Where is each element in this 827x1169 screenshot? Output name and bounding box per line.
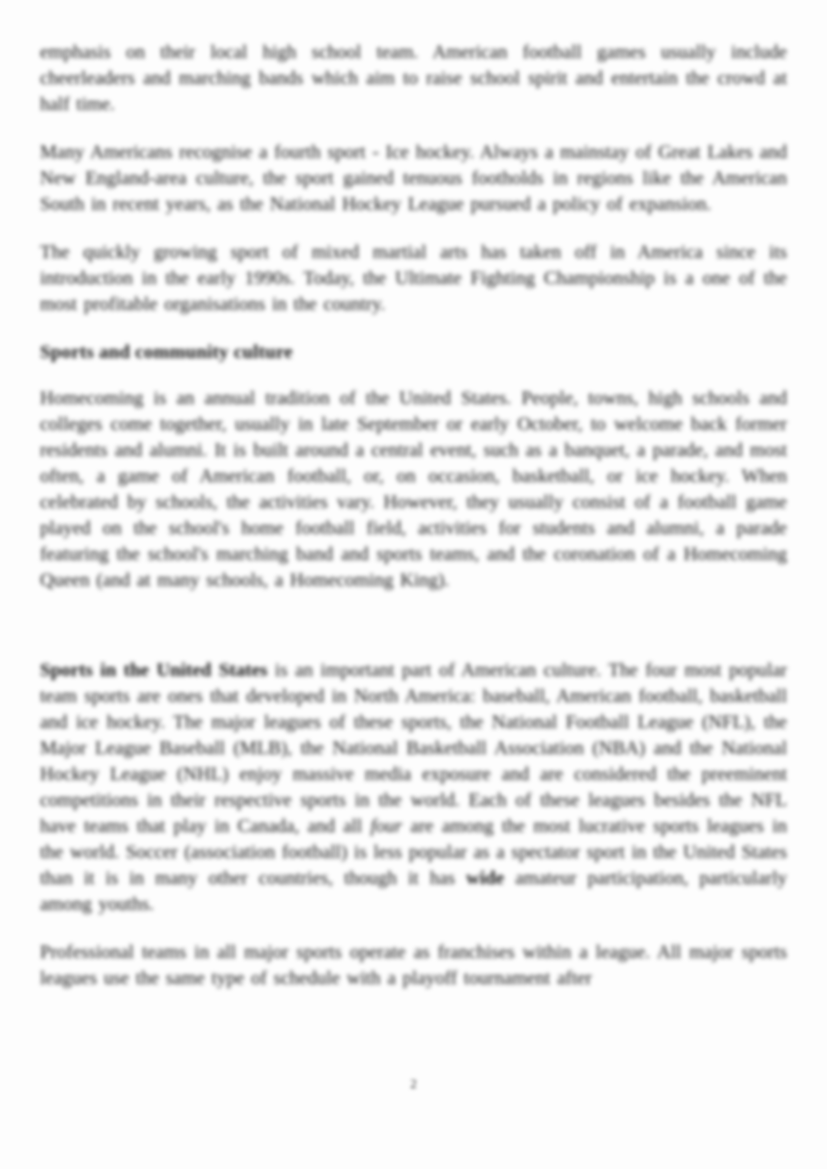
paragraph-mma (40, 240, 787, 318)
bold-text-run: wide (466, 868, 505, 889)
text-run: is an important part of American culture. The four most popular team sports are ones that developed in North America: baseball, American football, basketball and ice hockey. The major leagues of these sports, the National Football League (NFL), the Major League Baseball (MLB), the National Basketball Association (NBA) and the National Hockey League (NHL) enjoy massive media exposure and are considered the preeminent competitions in their respective sports in the world. Each of these leagues besides the NFL have teams that play in Canada, and all (40, 660, 788, 837)
text-run: amateur participation, particularly among youths. (40, 868, 787, 915)
paragraph-homecoming (40, 386, 787, 594)
text-run: Homecoming is an annual tradition of the United States. People, towns, high schools and colleges come together, usually in late September or early October, to welcome back former residents and alumni. It is built around a central event, such as a banquet, a parade, and most often, a game of American football, or, on occasion, basketball, or ice hockey. When celebrated by schools, the activities vary. However, they usually consist of a football game played on the school's home football field, activities for students and alumni, a parade featuring the school's marching band and sports teams, and the coronation of a Homecoming Queen (and at many schools, a Homecoming King). (40, 388, 787, 591)
paragraph-sports-intro (40, 658, 787, 918)
bold-text-run: Sports in the United States (40, 660, 268, 681)
text-run: The quickly growing sport of mixed martial arts has taken off in America since its introduction in the early 1990s. Today, the Ultimate Fighting Championship is a one of the most profitable organisations in the country. (40, 242, 787, 315)
text-run: Many Americans recognise a fourth sport - Ice hockey. Always a mainstay of Great Lakes and New England-area culture, the sport gained tenuous footholds in regions like the American South in recent years, as the National Hockey League pursued a policy of expansion. (40, 142, 787, 215)
text-run: are among the most lucrative sports leagues in the world. Soccer (association football) is less popular as a spectator sport in the United States than it is in many other countries, though it has (40, 816, 787, 889)
italic-text-run: four (370, 816, 403, 837)
text-run: Professional teams in all major sports operate as franchises within a league. All major sports leagues use the same type of schedule with a playoff tournament after (40, 942, 787, 989)
section-heading: Sports and community culture (40, 342, 293, 363)
text-run: emphasis on their local high school team. American football games usually include cheerleaders and marching bands which aim to raise school spirit and entertain the crowd at half time. (40, 42, 787, 115)
page-number: 2 (410, 1076, 417, 1091)
paragraph-ice-hockey (40, 140, 787, 218)
paragraph-continuation (40, 40, 787, 118)
paragraph-franchises (40, 940, 787, 992)
section-break-gap (40, 616, 787, 658)
